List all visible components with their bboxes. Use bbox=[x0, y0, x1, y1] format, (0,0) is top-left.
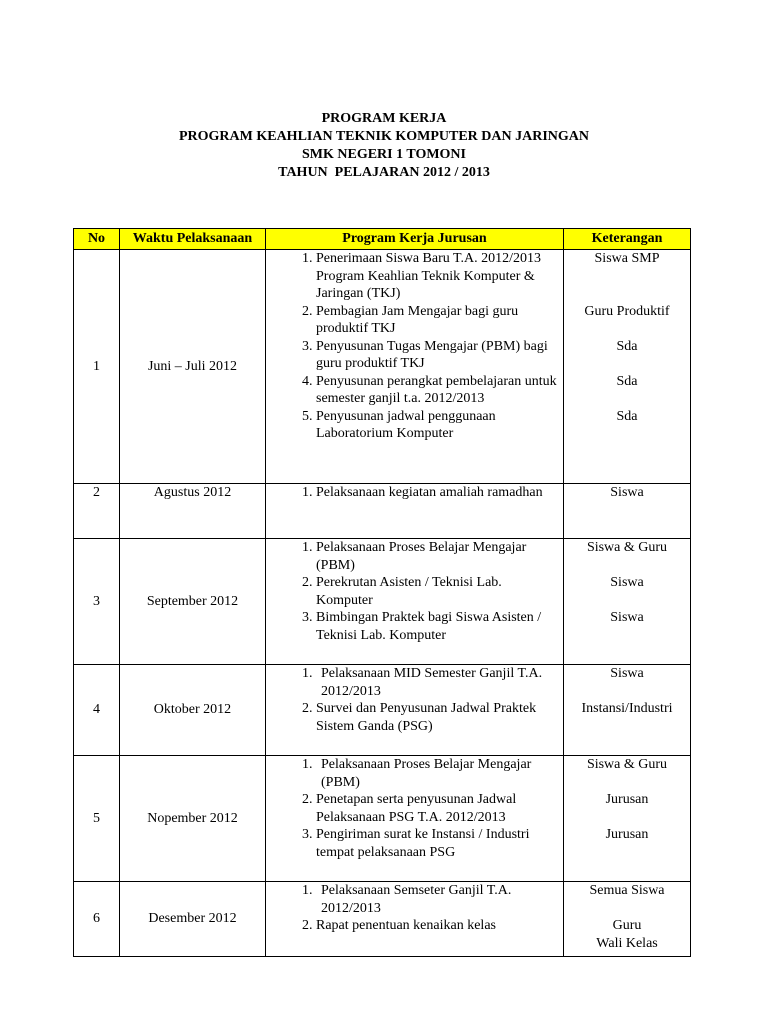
table-row bbox=[74, 484, 691, 539]
row-programs bbox=[266, 484, 564, 539]
row-notes bbox=[564, 882, 691, 957]
row-programs bbox=[266, 756, 564, 882]
row-number: 4 bbox=[74, 665, 120, 756]
row-notes bbox=[564, 250, 691, 484]
header-time: Waktu Pelaksanaan bbox=[120, 229, 266, 250]
note-item: Siswa bbox=[610, 485, 644, 500]
title-line-2: PROGRAM KEAHLIAN TEKNIK KOMPUTER DAN JARINGAN bbox=[178, 129, 590, 144]
note-item: Jurusan bbox=[605, 827, 649, 842]
title-line-3: SMK NEGERI 1 TOMONI bbox=[301, 147, 466, 162]
row-time: Oktober 2012 bbox=[120, 665, 266, 756]
program-item: 4. Penyusunan perangkat pembelajaran untuk semester ganjil t.a. 2012/2013 bbox=[316, 373, 557, 408]
program-table bbox=[73, 228, 691, 957]
program-item: 3. Pengiriman surat ke Instansi / Industri tempat pelaksanaan PSG bbox=[316, 826, 557, 861]
note-item: Siswa bbox=[610, 575, 644, 590]
row-notes bbox=[564, 665, 691, 756]
note-item: Siswa & Guru bbox=[586, 540, 668, 555]
header-no: No bbox=[74, 229, 120, 250]
program-item: 2. Perekrutan Asisten / Teknisi Lab. Komputer bbox=[316, 574, 557, 609]
row-time: Agustus 2012 bbox=[120, 484, 266, 539]
note-item: Wali Kelas bbox=[596, 935, 658, 951]
note-item: Sda bbox=[616, 373, 638, 389]
row-time: Nopember 2012 bbox=[120, 756, 266, 882]
row-number: 1 bbox=[74, 250, 120, 484]
program-item: 2. Survei dan Penyusunan Jadwal Praktek Sistem Ganda (PSG) bbox=[316, 700, 557, 735]
program-item: 2. Rapat penentuan kenaikan kelas bbox=[316, 917, 557, 935]
table-row bbox=[74, 539, 691, 665]
note-item: Instansi/Industri bbox=[581, 701, 673, 716]
row-notes bbox=[564, 756, 691, 882]
table-header-row bbox=[74, 229, 691, 250]
program-item: 2. Pembagian Jam Mengajar bagi guru produktif TKJ bbox=[316, 303, 557, 338]
row-number: 5 bbox=[74, 756, 120, 882]
program-item: 3. Bimbingan Praktek bagi Siswa Asisten / Teknisi Lab. Komputer bbox=[316, 609, 557, 644]
title-line-1: PROGRAM KERJA bbox=[321, 111, 447, 126]
table-row bbox=[74, 250, 691, 484]
program-item: 1. Pelaksanaan MID Semester Ganjil T.A. 2012/2013 bbox=[316, 665, 557, 700]
row-notes bbox=[564, 539, 691, 665]
program-item: 2. Penetapan serta penyusunan Jadwal Pelaksanaan PSG T.A. 2012/2013 bbox=[316, 791, 557, 826]
program-item: 5. Penyusunan jadwal penggunaan Laboratorium Komputer bbox=[316, 408, 557, 443]
row-programs bbox=[266, 250, 564, 484]
row-number: 2 bbox=[74, 484, 120, 539]
row-notes bbox=[564, 484, 691, 539]
program-item: 1. Penerimaan Siswa Baru T.A. 2012/2013 Program Keahlian Teknik Komputer & Jaringan (TKJ) bbox=[316, 250, 557, 303]
program-item: 3. Penyusunan Tugas Mengajar (PBM) bagi guru produktif TKJ bbox=[316, 338, 557, 373]
row-programs bbox=[266, 665, 564, 756]
note-item: Siswa SMP bbox=[594, 251, 660, 266]
note-item: Sda bbox=[616, 338, 638, 354]
table-row bbox=[74, 756, 691, 882]
title-line-4: TAHUN PELAJARAN 2012 / 2013 bbox=[278, 165, 490, 180]
note-item: Jurusan bbox=[605, 792, 649, 807]
note-item: Sda bbox=[616, 408, 638, 424]
row-time: September 2012 bbox=[120, 539, 266, 665]
program-item: 1. Pelaksanaan Proses Belajar Mengajar (PBM) bbox=[316, 539, 557, 574]
note-item: Guru bbox=[612, 918, 642, 933]
row-number: 3 bbox=[74, 539, 120, 665]
row-number: 6 bbox=[74, 882, 120, 957]
note-item: Guru Produktif bbox=[584, 303, 670, 319]
row-programs bbox=[266, 539, 564, 665]
program-item: 1. Pelaksanaan Proses Belajar Mengajar (PBM) bbox=[316, 756, 557, 791]
row-programs bbox=[266, 882, 564, 957]
program-item: 1. Pelaksanaan kegiatan amaliah ramadhan bbox=[316, 484, 557, 502]
header-program: Program Kerja Jurusan bbox=[266, 229, 564, 250]
table-row bbox=[74, 882, 691, 957]
document-title bbox=[0, 110, 768, 182]
note-item: Siswa bbox=[610, 666, 644, 681]
note-item: Siswa bbox=[610, 610, 644, 625]
table-row bbox=[74, 665, 691, 756]
note-item: Siswa & Guru bbox=[586, 757, 668, 772]
row-time: Desember 2012 bbox=[120, 882, 266, 957]
program-item: 1. Pelaksanaan Semseter Ganjil T.A. 2012/2013 bbox=[316, 882, 557, 917]
header-notes: Keterangan bbox=[564, 229, 691, 250]
note-item: Semua Siswa bbox=[589, 883, 665, 898]
row-time: Juni – Juli 2012 bbox=[120, 250, 266, 484]
